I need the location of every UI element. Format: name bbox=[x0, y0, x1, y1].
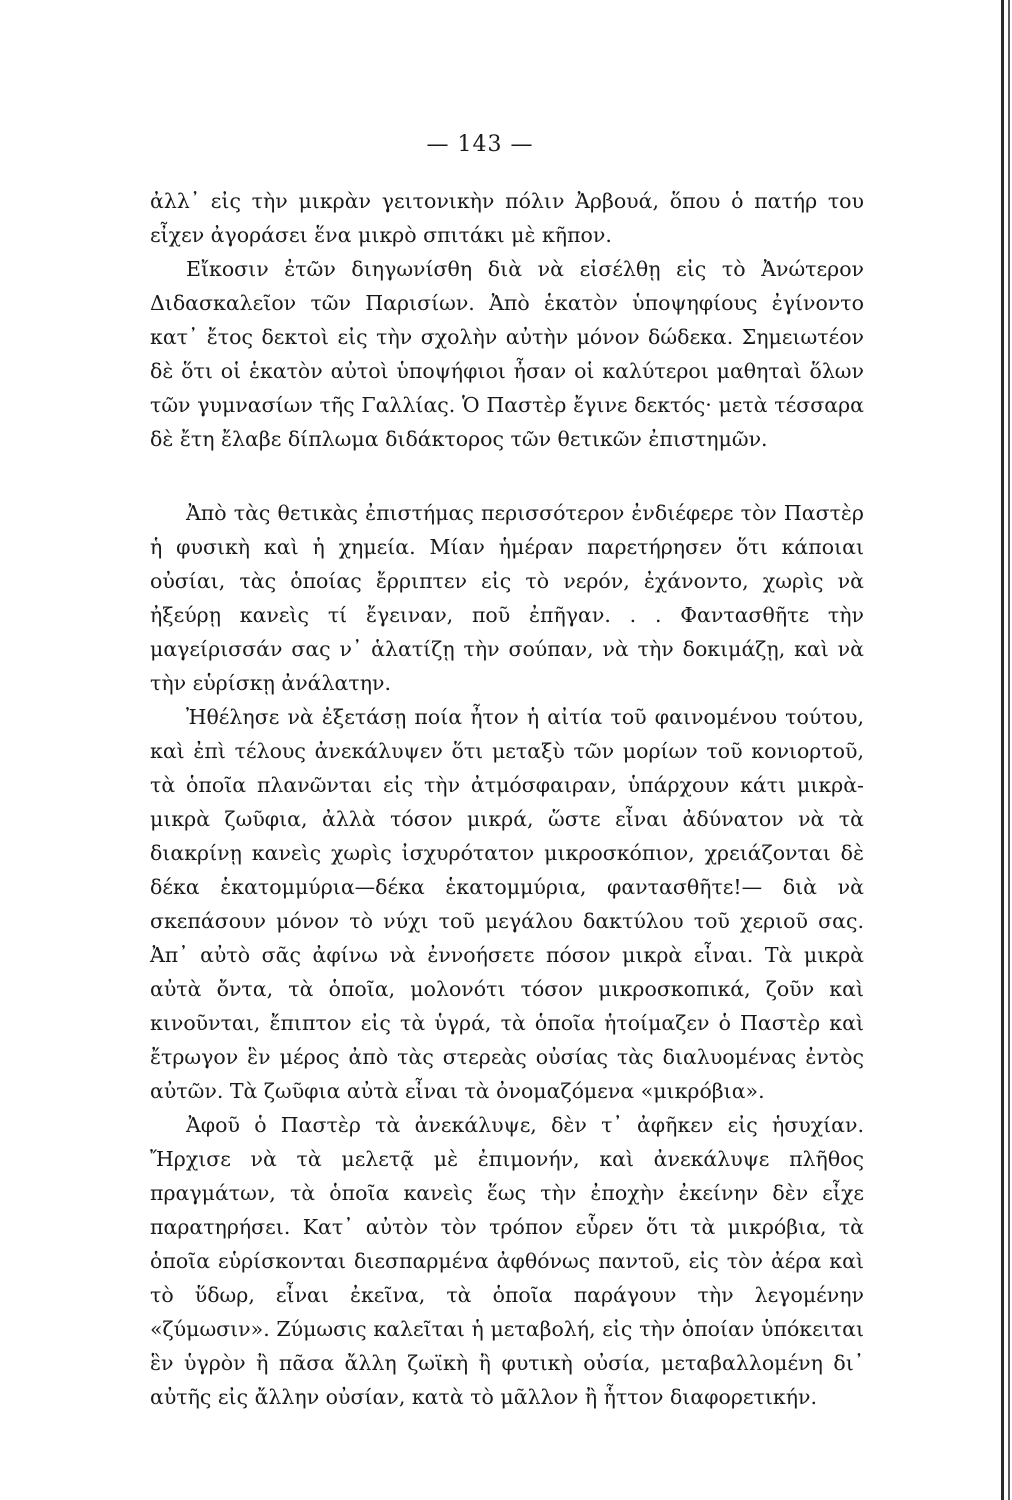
paragraph: Ἀπὸ τὰς θετικὰς ἐπιστήμας περισσότερον ἐνδιέφερε τὸν Παστὲρ ἡ φυσικὴ καὶ ἡ χημεία. Μίαν ἡμέραν παρετήρησεν ὅτι κάποιαι οὐσίαι, τὰς ὁποίας ἔρριπτεν εἰς τὸ νερόν, ἐχάνοντο, χωρὶς νὰ ἠξεύρῃ κανεὶς τί ἔγειναν, ποῦ ἐπῆγαν. . . Φαντασθῆτε τὴν μαγείρισσάν σας ν᾽ ἁλατίζῃ τὴν σούπαν, νὰ τὴν δοκιμάζῃ, καὶ νὰ τὴν εὑρίσκῃ ἀνάλατην. bbox=[150, 501, 864, 695]
paragraph: ἀλλ᾽ εἰς τὴν μικρὰν γειτονικὴν πόλιν Ἀρβουά, ὅπου ὁ πατήρ του εἶχεν ἀγοράσει ἕνα μικρὸ σπιτάκι μὲ κῆπον. bbox=[150, 189, 864, 247]
page-number: — 143 — bbox=[426, 132, 534, 157]
text-block-bottom bbox=[150, 496, 864, 1414]
paragraph: Ἀφοῦ ὁ Παστὲρ τὰ ἀνεκάλυψε, δὲν τ᾽ ἀφῆκεν εἰς ἡσυχίαν. Ἤρχισε νὰ τὰ μελετᾷ μὲ ἐπιμονήν, καὶ ἀνεκάλυψε πλῆθος πραγμάτων, τὰ ὁποῖα κανεὶς ἕως τὴν ἐποχὴν ἐκείνην δὲν εἶχε παρατηρήσει. Κατ᾽ αὐτὸν τὸν τρόπον εὗρεν ὅτι τὰ μικρόβια, τὰ ὁποῖα εὑρίσκονται διεσπαρμένα ἀφθόνως παντοῦ, εἰς τὸν ἀέρα καὶ τὸ ὕδωρ, εἶναι ἐκεῖνα, τὰ ὁποῖα παράγουν τὴν λεγομένην «ζύμωσιν». Ζύμωσις καλεῖται ἡ μεταβολή, εἰς τὴν ὁποίαν ὑπόκειται ἓν ὑγρὸν ἢ πᾶσα ἄλλη ζωϊκὴ ἢ φυτικὴ οὐσία, μεταβαλλομένη δι᾽ αὐτῆς εἰς ἄλλην οὐσίαν, κατὰ τὸ μᾶλλον ἢ ἧττον διαφορετικήν. bbox=[150, 1113, 864, 1409]
paragraph: Εἴκοσιν ἐτῶν διηγωνίσθη διὰ νὰ εἰσέλθῃ εἰς τὸ Ἀνώτερον Διδασκαλεῖον τῶν Παρισίων. Ἀπὸ ἑκατὸν ὑποψηφίους ἐγίνοντο κατ᾽ ἔτος δεκτοὶ εἰς τὴν σχολὴν αὐτὴν μόνον δώδεκα. Σημειωτέον δὲ ὅτι οἱ ἑκατὸν αὐτοὶ ὑποψήφιοι ἦσαν οἱ καλύτεροι μαθηταὶ ὅλων τῶν γυμνασίων τῆς Γαλλίας. Ὁ Παστὲρ ἔγινε δεκτός· μετὰ τέσσαρα δὲ ἔτη ἔλαβε δίπλωμα διδάκτορος τῶν θετικῶν ἐπιστημῶν. bbox=[150, 257, 864, 451]
text-block-top bbox=[150, 184, 864, 456]
page-edge-shadow bbox=[1001, 0, 1004, 1500]
page-edge-shadow-outer bbox=[1008, 0, 1010, 1500]
paragraph: Ἠθέλησε νὰ ἐξετάσῃ ποία ἦτον ἡ αἰτία τοῦ φαινομένου τούτου, καὶ ἐπὶ τέλους ἀνεκάλυψεν ὅτι μεταξὺ τῶν μορίων τοῦ κονιορτοῦ, τὰ ὁποῖα πλανῶνται εἰς τὴν ἀτμόσφαιραν, ὑπάρχουν κάτι μικρὰ-μικρὰ ζωῦφια, ἀλλὰ τόσον μικρά, ὥστε εἶναι ἀδύνατον νὰ τὰ διακρίνῃ κανεὶς χωρὶς ἰσχυρότατον μικροσκόπιον, χρειάζονται δὲ δέκα ἑκατομμύρια—δέκα ἑκατομμύρια, φαντασθῆτε!— διὰ νὰ σκεπάσουν μόνον τὸ νύχι τοῦ μεγάλου δακτύλου τοῦ χεριοῦ σας. Ἀπ᾽ αὐτὸ σᾶς ἀφίνω νὰ ἐννοήσετε πόσον μικρὰ εἶναι. Τὰ μικρὰ αὐτὰ ὄντα, τὰ ὁποῖα, μολονότι τόσον μικροσκοπικά, ζοῦν καὶ κινοῦνται, ἔπιπτον εἰς τὰ ὑγρά, τὰ ὁποῖα ἡτοίμαζεν ὁ Παστὲρ καὶ ἔτρωγον ἓν μέρος ἀπὸ τὰς στερεὰς οὐσίας τὰς διαλυομένας ἐντὸς αὐτῶν. Τὰ ζωῦφια αὐτὰ εἶναι τὰ ὀνομαζόμενα «μικρόβια». bbox=[150, 705, 864, 1103]
